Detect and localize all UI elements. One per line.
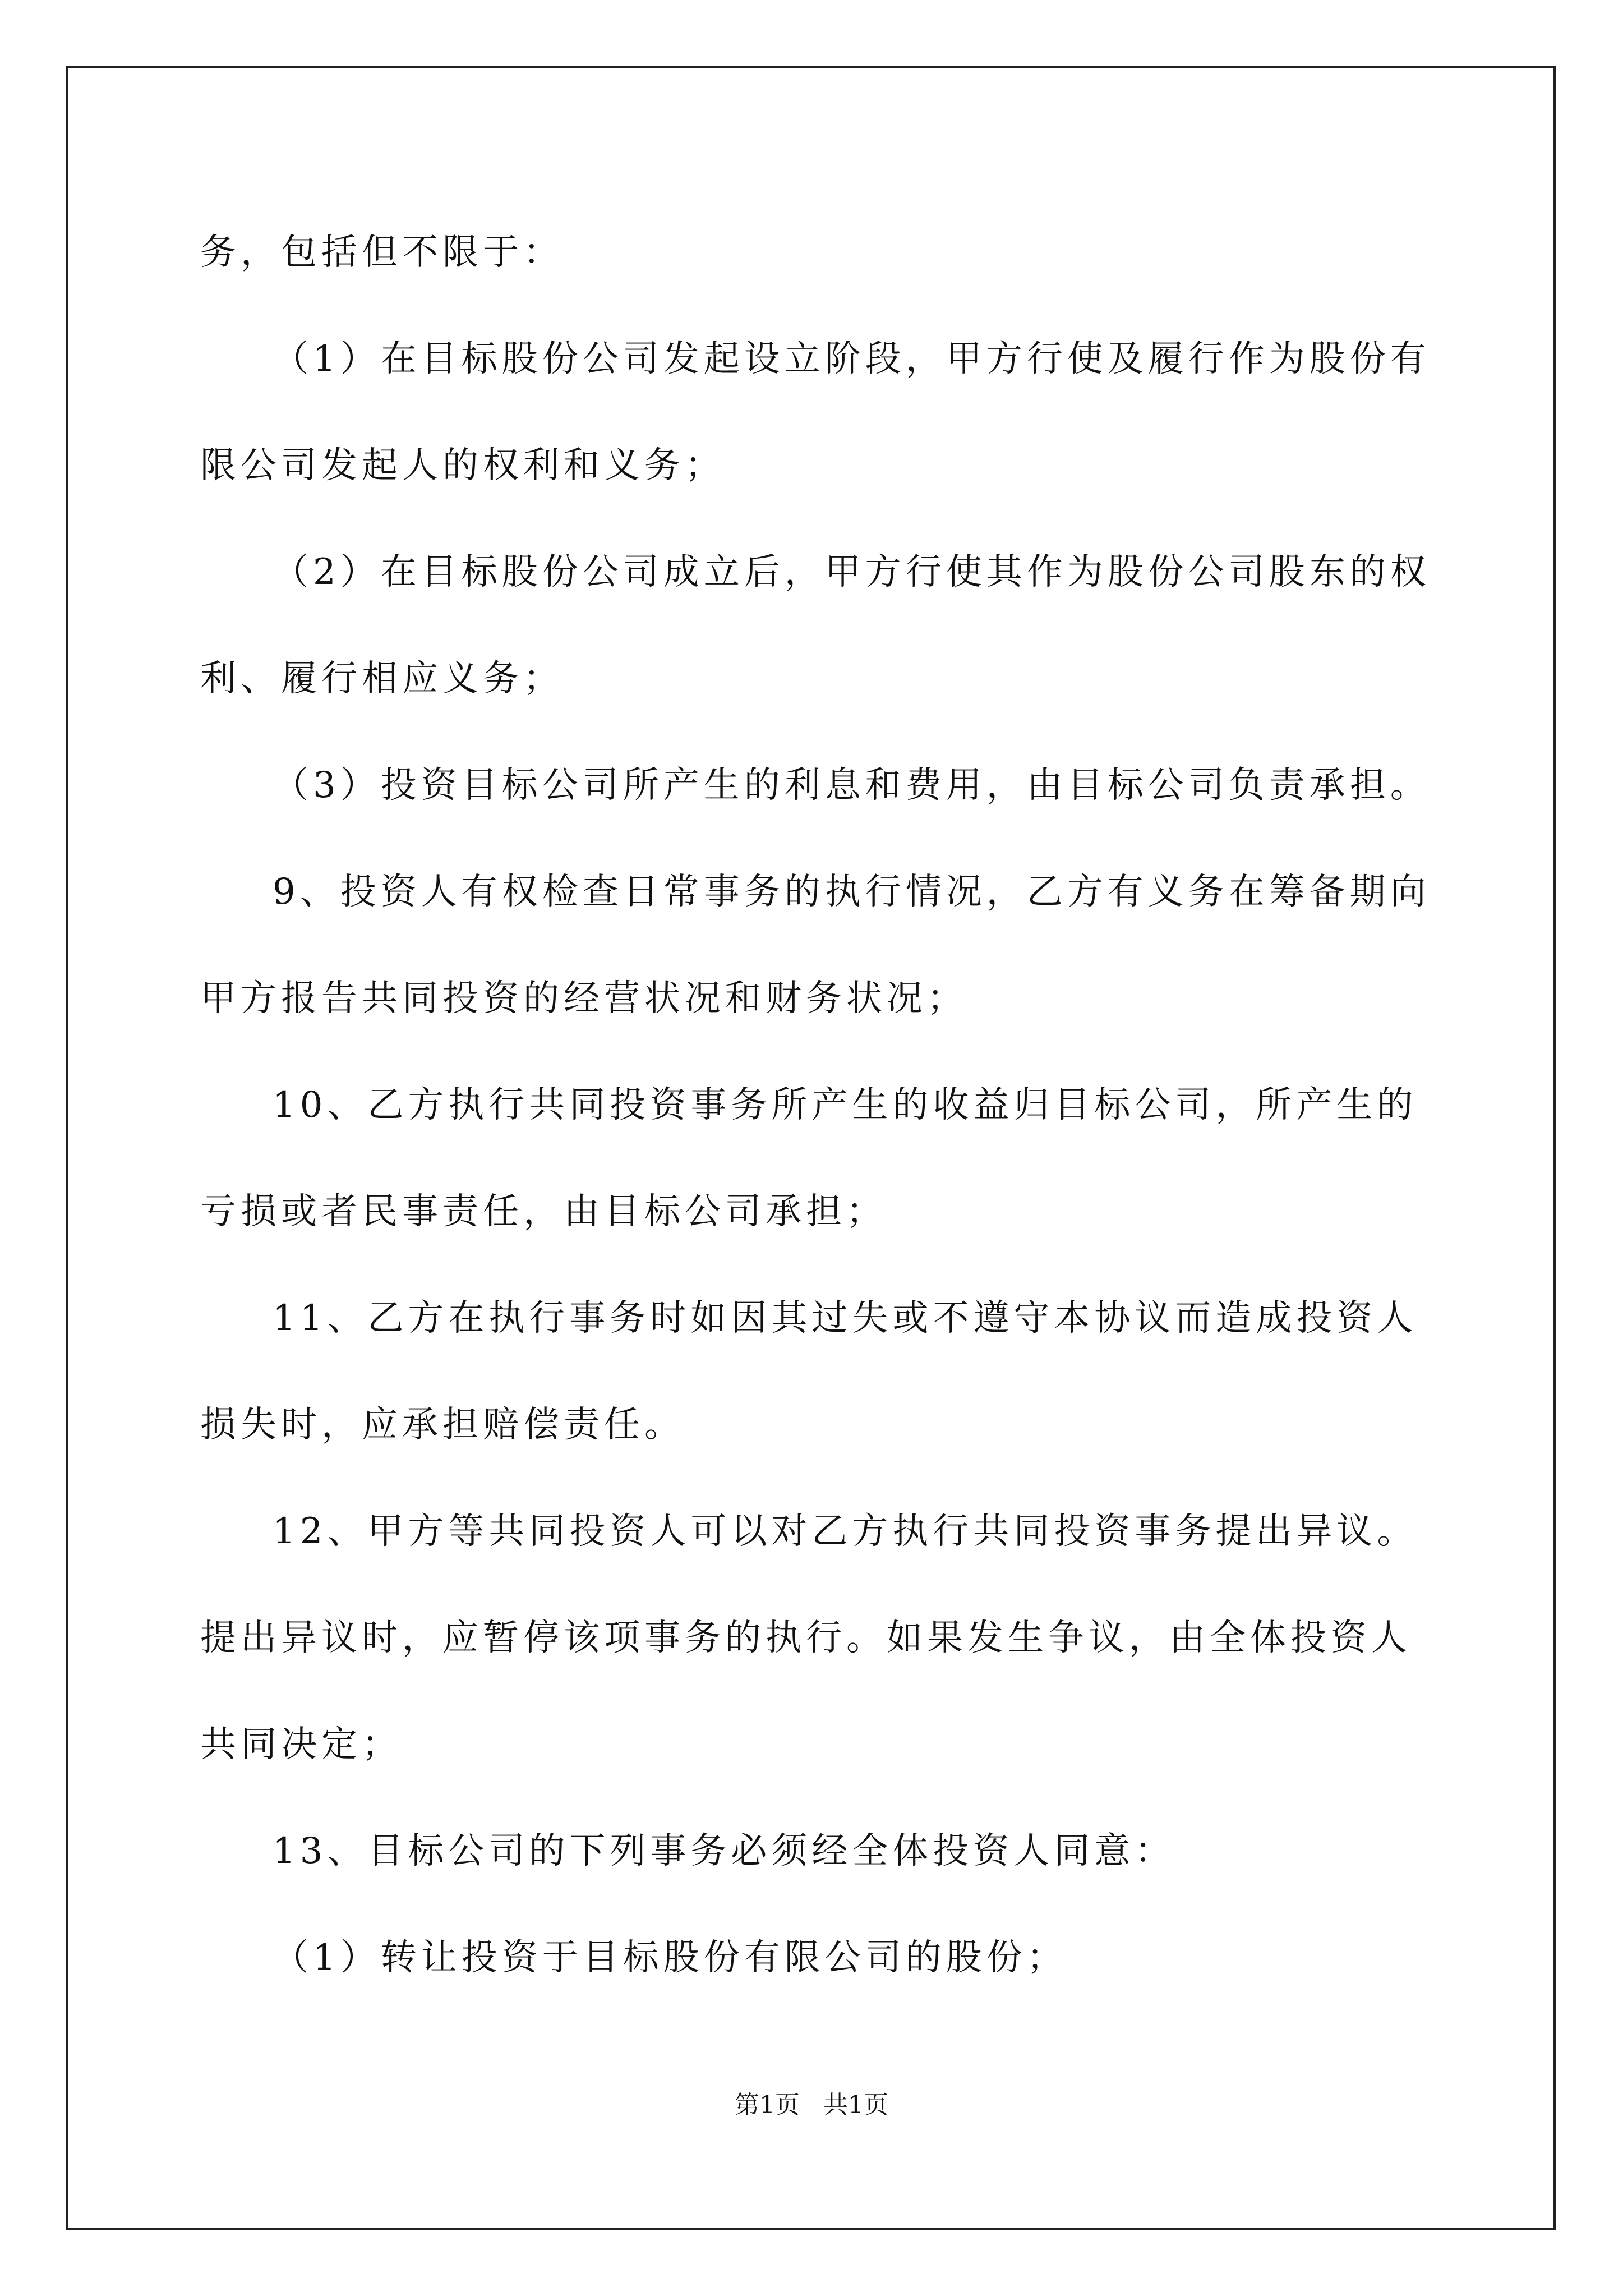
text-line: 共同决定； <box>200 1724 402 1765</box>
text-line: 亏损或者民事责任，由目标公司承担； <box>200 1191 887 1232</box>
page-border <box>66 66 1556 2230</box>
text-line: 务，包括但不限于： <box>200 232 564 273</box>
text-line: 限公司发起人的权利和义务； <box>200 445 725 486</box>
text-line: 13、目标公司的下列事务必须经全体投资人同意： <box>273 1830 1175 1872</box>
text-line: 9、投资人有权检查日常事务的执行情况，乙方有义务在筹备期向 <box>273 871 1431 913</box>
text-line: （2）在目标股份公司成立后，甲方行使其作为股份公司股东的权 <box>273 551 1431 593</box>
text-line: 10、乙方执行共同投资事务所产生的收益归目标公司，所产生的 <box>273 1084 1418 1126</box>
text-line: 利、履行相应义务； <box>200 658 564 700</box>
text-line: 提出异议时，应暂停该项事务的执行。如果发生争议，由全体投资人 <box>200 1617 1412 1659</box>
text-line: （1）在目标股份公司发起设立阶段，甲方行使及履行作为股份有 <box>273 338 1431 380</box>
text-line: 11、乙方在执行事务时如因其过失或不遵守本协议而造成投资人 <box>273 1297 1418 1339</box>
text-line: （1）转让投资于目标股份有限公司的股份； <box>273 1937 1067 1978</box>
text-line: 甲方报告共同投资的经营状况和财务状况； <box>200 978 967 1019</box>
text-line: 损失时，应承担赔偿责任。 <box>200 1404 685 1446</box>
text-line: （3）投资目标公司所产生的利息和费用，由目标公司负责承担。 <box>273 765 1431 806</box>
page-number-footer: 第1页 共1页 <box>735 2091 888 2119</box>
text-line: 12、甲方等共同投资人可以对乙方执行共同投资事务提出异议。 <box>273 1511 1418 1552</box>
